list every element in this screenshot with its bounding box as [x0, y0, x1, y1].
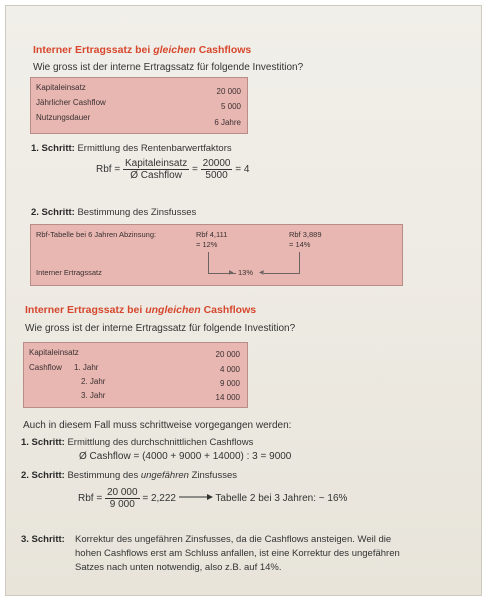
step2-text-emphasis: ungefähren [140, 470, 189, 481]
step2-text-post: Zinsfusses [188, 470, 237, 481]
table-row-value: 4 000 [219, 365, 240, 374]
fraction-numerator: Kapitaleinsatz [124, 158, 188, 169]
connector-right-horizontal [264, 273, 300, 274]
table-row-sub: 1. Jahr [74, 363, 99, 372]
step1-label: 1. Schritt: [31, 143, 75, 154]
section2-question: Wie gross ist der interne Ertragssatz für folgende Investition? [25, 323, 296, 334]
fraction-values [201, 158, 233, 181]
formula-result: = 2,222 [142, 493, 176, 505]
step3-line-2: hohen Cashflows erst am Schluss anfallen, ist eine Korrektur des ungefähren [75, 548, 400, 559]
long-arrow-right-icon [179, 493, 213, 504]
rbf-high-rate: = 14% [289, 240, 311, 249]
rbf-low-rate: = 12% [196, 240, 218, 249]
step3-line-3: Satzes nach unten notwendig, also z.B. auf 14%. [75, 562, 282, 573]
textbook-page [5, 5, 482, 596]
rbf-table-title: Rbf-Tabelle bei 6 Jahren Abzinsung: [36, 230, 157, 239]
table-row-label: Jährlicher Cashflow [36, 98, 106, 107]
table-row-label: Nutzungsdauer [36, 113, 91, 122]
connector-right-vertical [299, 252, 300, 274]
average-cashflow-formula: Ø Cashflow = (4000 + 9000 + 14000) : 3 = 9000 [79, 451, 292, 462]
section2-heading-emphasis: ungleichen [145, 304, 201, 316]
table-row-value: 9 000 [219, 379, 240, 388]
table-row-value: 5 000 [220, 102, 241, 111]
table-row-value: 20 000 [215, 350, 240, 359]
formula-lhs: Rbf = [78, 493, 103, 505]
section1-heading [33, 44, 251, 56]
fraction-capital-over-cashflow [123, 158, 189, 181]
step3-label: 3. Schritt: [21, 534, 65, 545]
step1-label: 1. Schritt: [21, 437, 65, 448]
section1-step2 [31, 207, 196, 218]
table-row-value: 20 000 [216, 87, 241, 96]
section1-heading-prefix: Interner Ertragssatz bei [33, 44, 154, 56]
section1-step1 [31, 143, 232, 154]
formula-rbf-equal [96, 158, 249, 181]
table-row-sub: 2. Jahr [81, 377, 106, 386]
investment-table-equal [30, 77, 248, 134]
internal-rate-label: Interner Ertragssatz [36, 268, 102, 277]
section2-heading-prefix: Interner Ertragssatz bei [25, 304, 146, 316]
section1-question: Wie gross ist der interne Ertragssatz für folgende Investition? [33, 62, 304, 73]
fraction-denominator: Ø Cashflow [130, 170, 182, 181]
step1-text: Ermittlung des durchschnittlichen Cashflows [67, 437, 254, 448]
internal-rate-result: 13% [238, 268, 254, 277]
formula-rbf-unequal [78, 487, 347, 510]
section2-step3-label [21, 534, 65, 545]
formula-lhs: Rbf = [96, 164, 121, 176]
arrow-right-icon: ▶ [229, 270, 234, 276]
section2-step2 [21, 470, 237, 481]
formula-equals: = [192, 164, 198, 176]
section2-heading [25, 304, 256, 316]
table-lookup-result: Tabelle 2 bei 3 Jahren: ~ 16% [215, 493, 348, 505]
section2-heading-suffix: Cashflows [200, 304, 257, 316]
fraction-numerator: 20000 [202, 158, 231, 169]
step2-label: 2. Schritt: [21, 470, 65, 481]
fraction-denominator: 5000 [205, 170, 228, 181]
table-row-label: Kapitaleinsatz [36, 83, 86, 92]
section1-heading-emphasis: gleichen [153, 44, 196, 56]
rbf-low-value: Rbf 4,111 [196, 230, 228, 239]
step2-text-pre: Bestimmung des [67, 470, 141, 481]
table-row-value: 6 Jahre [214, 118, 241, 127]
table-row-label: Cashflow [29, 363, 62, 372]
connector-left-vertical [208, 252, 209, 273]
table-row-label: Kapitaleinsatz [29, 348, 79, 357]
step2-text: Bestimmung des Zinsfusses [77, 207, 197, 218]
table-row-value: 14 000 [215, 393, 240, 402]
section2-step1 [21, 437, 253, 448]
rbf-high-value: Rbf 3,889 [289, 230, 322, 239]
formula-result: = 4 [235, 164, 250, 176]
step1-text: Ermittlung des Rentenbarwertfaktors [77, 143, 232, 154]
fraction-numerator: 20 000 [106, 487, 138, 498]
step3-line-1: Korrektur des ungefähren Zinsfusses, da die Cashflows ansteigen. Weil die [75, 534, 392, 545]
fraction-denominator: 9 000 [109, 499, 135, 510]
fraction-values [105, 487, 140, 510]
table-row-sub: 3. Jahr [81, 391, 106, 400]
step2-label: 2. Schritt: [31, 207, 75, 218]
arrow-left-icon: ◀ [259, 270, 264, 276]
investment-table-unequal [23, 342, 248, 408]
section1-heading-suffix: Cashflows [195, 44, 252, 56]
section2-intro: Auch in diesem Fall muss schrittweise vorgegangen werden: [23, 420, 292, 431]
rbf-interpolation-box [30, 224, 403, 286]
